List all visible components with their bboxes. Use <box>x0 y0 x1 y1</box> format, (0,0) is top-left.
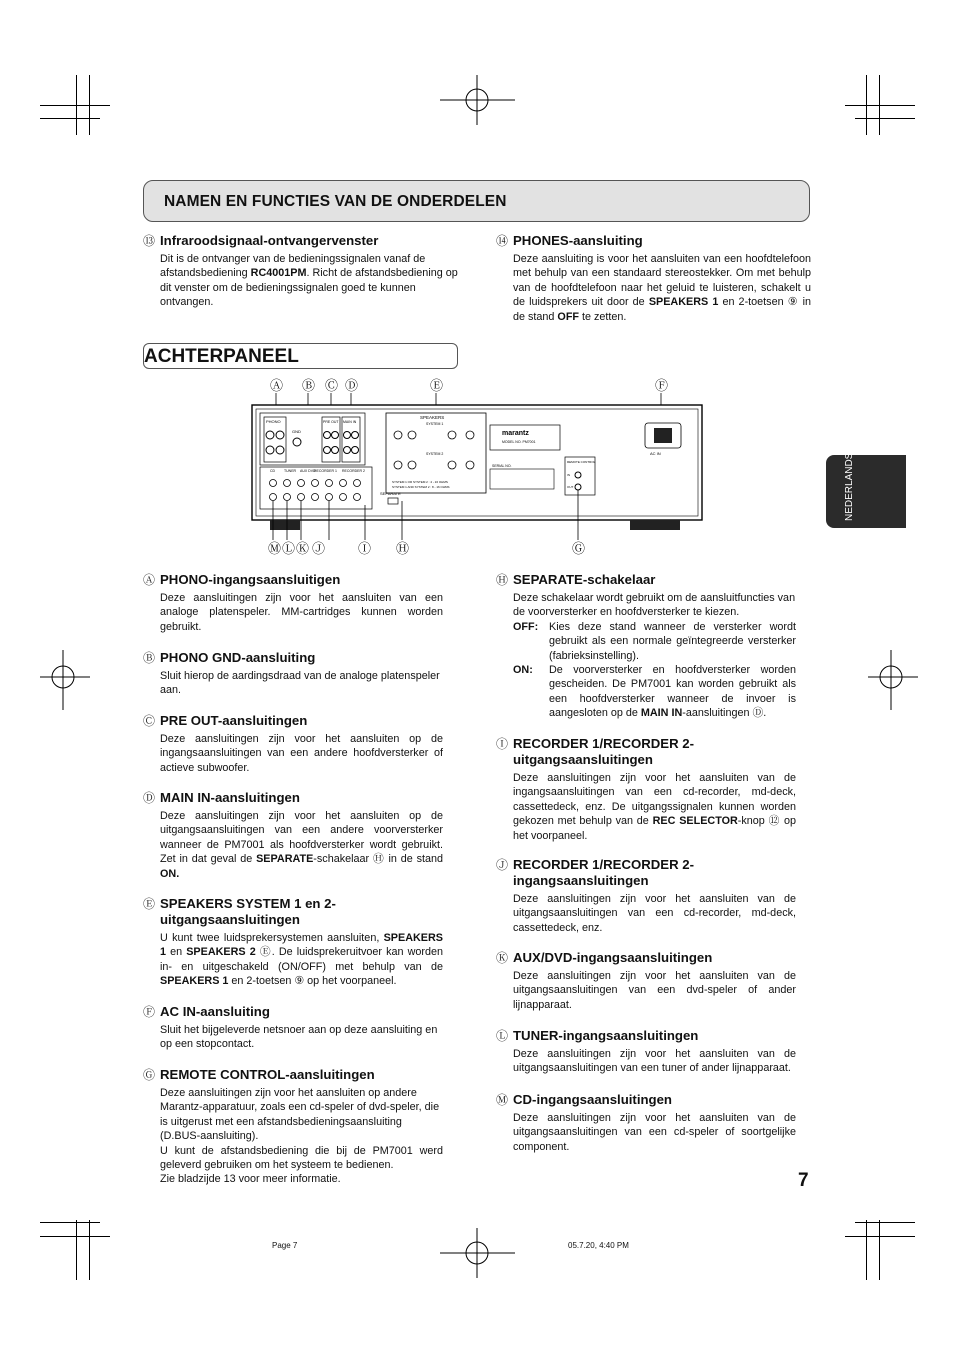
registration-mark-left <box>40 650 90 710</box>
item-title: RECORDER 1/RECORDER 2-ingangsaansluitingen <box>513 857 694 888</box>
item-infrared-window <box>143 233 458 310</box>
item-remote-control <box>143 1067 443 1187</box>
label-phono: PHONO <box>266 419 281 424</box>
item-title: PHONO GND-aansluiting <box>160 650 316 665</box>
label-aux: AUX DVD <box>300 469 316 473</box>
label-pre-out: PRE OUT <box>323 420 339 424</box>
crop-mark <box>879 75 880 135</box>
crop-mark <box>879 1220 880 1280</box>
language-tab-label: NEDERLANDS <box>844 452 855 521</box>
section-title: NAMEN EN FUNCTIES VAN DE ONDERDELEN <box>164 193 507 210</box>
item-marker: Ⓕ <box>143 1005 156 1019</box>
label-system1: SYSTEM 1 <box>426 422 444 426</box>
item-def-on-text: De voorversterker en hoofdversterker worden gescheiden. De PM7001 kan worden gebruikt als een hoofdversterker wanneer de invoer is aangesloten op de MAIN IN-aansluitingen Ⓓ. <box>549 664 796 720</box>
crop-mark <box>40 1222 100 1223</box>
callout-f: Ⓕ <box>655 378 669 393</box>
item-body: U kunt twee luidsprekersystemen aansluiten, SPEAKERS 1 en SPEAKERS 2 Ⓔ. De luidsprekeruitvoer kan worden in- en uitgeschakeld (ON/OFF) met behulp van de SPEAKERS 1 en 2-toetsen ⑨ op het voorpaneel. <box>160 932 443 988</box>
item-marker: Ⓖ <box>143 1068 156 1082</box>
item-main-in <box>143 790 443 881</box>
callout-k: Ⓚ <box>296 541 310 556</box>
item-marker: Ⓙ <box>496 858 509 872</box>
item-body: Deze aansluitingen zijn voor het aansluiten van de uitgangsaansluitingen van een cd-recorder, md-deck, cassettedeck, enz. <box>513 893 796 934</box>
item-title: MAIN IN-aansluitingen <box>160 790 300 805</box>
callout-b: Ⓑ <box>302 378 316 393</box>
callout-h: Ⓗ <box>396 541 410 556</box>
sub-banner <box>143 343 458 369</box>
item-ac-in <box>143 1004 443 1052</box>
label-brand: marantz <box>502 430 529 437</box>
label-impedance-2: SYSTEM 1 AND SYSTEM 2 : 8 - 16 OHMS <box>392 485 450 489</box>
item-body: Deze aansluitingen zijn voor het aansluiten op de uitgangsaansluitingen van een andere voorversterker wanneer de PM7001 als hoofdversterker wordt gebruikt. Zet in dat geval de SEPARATE-schakelaar Ⓗ in de stand ON. <box>160 810 443 880</box>
item-phones <box>496 233 811 324</box>
item-title: TUNER-ingangsaansluitingen <box>513 1028 699 1043</box>
crop-mark <box>89 75 90 135</box>
page-number: 7 <box>798 1170 809 1191</box>
item-body: Deze aansluitingen zijn voor het aansluiten op andere Marantz-apparatuur, zoals een cd-speler of dvd-speler, die is uitgerust met een afstandsbedieningsaansluiting (D.BUS-aansluiting). <box>160 1087 440 1143</box>
item-body: Deze aansluiting is voor het aansluiten van een hoofdtelefoon met behulp van een standaard stereostekker. Om met behulp van de hoofdtelefoon naar het geluid te luisteren, schakelt u de luidsprekers uit door de SPEAKERS 1 en 2-toetsen ⑨ in de stand OFF te zetten. <box>513 253 811 323</box>
item-title: CD-ingangsaansluitingen <box>513 1092 672 1107</box>
crop-mark <box>866 1220 867 1280</box>
item-tuner <box>496 1028 796 1076</box>
footer-page: Page 7 <box>272 1241 298 1250</box>
label-model: MODEL NO. PM7001 <box>502 440 536 444</box>
crop-mark <box>40 105 110 106</box>
item-marker: ⑭ <box>496 234 509 248</box>
label-remote: REMOTE CONTROL <box>567 460 596 464</box>
item-marker: Ⓑ <box>143 651 156 665</box>
item-marker: Ⓚ <box>496 951 509 965</box>
item-body: Zie bladzijde 13 voor meer informatie. <box>160 1173 341 1186</box>
item-recorder-out <box>496 736 796 843</box>
item-title: REMOTE CONTROL-aansluitingen <box>160 1067 375 1082</box>
label-rec2: RECORDER 2 <box>342 469 365 473</box>
item-body: Deze aansluitingen zijn voor het aansluiten van de uitgangsaansluitingen van een cd-speler of soortgelijke component. <box>513 1112 796 1153</box>
label-ac-in: AC IN <box>650 451 661 456</box>
label-remote-out: OUT <box>567 485 574 489</box>
item-phono-gnd <box>143 650 443 698</box>
crop-mark <box>855 1222 915 1223</box>
section-banner <box>143 180 810 222</box>
callout-m: Ⓜ <box>268 541 282 556</box>
item-marker: Ⓐ <box>143 573 156 587</box>
item-marker: ⑬ <box>143 234 156 248</box>
crop-mark <box>845 1236 915 1237</box>
item-title: AC IN-aansluiting <box>160 1004 270 1019</box>
item-title: SEPARATE-schakelaar <box>513 572 656 587</box>
item-aux-dvd <box>496 950 796 1012</box>
crop-mark <box>89 1220 90 1280</box>
item-body: Deze aansluitingen zijn voor het aansluiten van de ingangsaansluitingen van een cd-recorder, md-deck, cassettedeck, enz. De uitgangssignalen kunnen worden gekozen met behulp van de REC SELECTOR-knop ⑫ op het voorpaneel. <box>513 772 796 842</box>
crop-mark <box>845 105 915 106</box>
item-marker: Ⓛ <box>496 1029 509 1043</box>
label-main-in: MAIN IN <box>343 420 357 424</box>
item-separate <box>496 572 796 721</box>
item-body: Deze aansluitingen zijn voor het aansluiten van de uitgangsaansluitingen van een dvd-speler of ander lijnapparaat. <box>513 970 796 1011</box>
item-title: PHONO-ingangsaansluitigen <box>160 572 341 587</box>
item-marker: Ⓗ <box>496 573 509 587</box>
label-serial: SERIAL NO. <box>492 464 512 468</box>
crop-mark <box>40 118 100 119</box>
item-title: AUX/DVD-ingangsaansluitingen <box>513 950 713 965</box>
item-phono <box>143 572 443 634</box>
item-marker: Ⓒ <box>143 714 156 728</box>
callout-d: Ⓓ <box>345 378 359 393</box>
item-title: SPEAKERS SYSTEM 1 en 2-uitgangsaansluitingen <box>160 896 336 927</box>
callout-i: Ⓘ <box>358 541 372 556</box>
item-body: Deze aansluitingen zijn voor het aansluiten van de uitgangsaansluitingen van een tuner of ander lijnapparaat. <box>513 1048 796 1075</box>
item-body: Sluit hierop de aardingsdraad van de analoge platenspeler aan. <box>160 670 440 697</box>
label-speakers: SPEAKERS <box>420 415 445 420</box>
crop-mark <box>866 75 867 135</box>
label-gnd: GND <box>292 429 301 434</box>
item-pre-out <box>143 713 443 775</box>
label-cd: CD <box>270 469 276 473</box>
crop-mark <box>40 1236 110 1237</box>
label-impedance-1: SYSTEM 1 OR SYSTEM 2 : 4 - 16 OHMS <box>392 480 448 484</box>
crop-mark <box>76 1220 77 1280</box>
callout-g: Ⓖ <box>572 541 586 556</box>
label-separate: SEPARATE <box>380 491 401 496</box>
label-tuner: TUNER <box>284 469 297 473</box>
label-rec1: RECORDER 1 <box>314 469 337 473</box>
sub-title: ACHTERPANEEL <box>144 346 299 367</box>
registration-mark-bottom <box>440 1228 515 1278</box>
item-body: Deze aansluitingen zijn voor het aansluiten op de ingangsaansluitingen van een andere hoofdversterker of actieve subwoofer. <box>160 733 443 774</box>
label-system2: SYSTEM 2 <box>426 452 444 456</box>
registration-mark-right <box>868 650 918 710</box>
item-title: RECORDER 1/RECORDER 2-uitgangsaansluitingen <box>513 736 694 767</box>
item-title: PRE OUT-aansluitingen <box>160 713 308 728</box>
item-body: Deze schakelaar wordt gebruikt om de aansluitfuncties van de voorversterker en hoofdversterker te kiezen. <box>513 592 796 619</box>
item-recorder-in <box>496 857 796 935</box>
item-body: Deze aansluitingen zijn voor het aansluiten van een analoge platenspeler. MM-cartridges kunnen worden gebruikt. <box>160 592 443 633</box>
rear-panel-diagram <box>240 375 720 560</box>
item-body: Sluit het bijgeleverde netsnoer aan op deze aansluiting en op een stopcontact. <box>160 1024 438 1051</box>
item-title: Infraroodsignaal-ontvangervenster <box>160 233 379 248</box>
item-title: PHONES-aansluiting <box>513 233 643 248</box>
callout-a: Ⓐ <box>270 378 284 393</box>
item-def-on: ON: De voorversterker en hoofdversterker worden gescheiden. De PM7001 kan worden gebruikt als een hoofdversterker wanneer de invoer is aangesloten op de MAIN IN-aansluitingen Ⓓ. <box>513 664 796 720</box>
item-def-off: OFF: Kies deze stand wanneer de versterker wordt gebruikt als een normale geïntegreerde versterker (fabrieksinstelling). <box>513 620 796 662</box>
crop-mark <box>76 75 77 135</box>
item-body: Dit is de ontvanger van de bedieningssignalen vanaf de afstandsbediening RC4001PM. Richt de afstandsbediening op dit venster om de bedieningssignalen goed te kunnen ontvangen. <box>160 253 458 309</box>
crop-mark <box>855 118 915 119</box>
item-speakers <box>143 896 443 989</box>
registration-mark-top <box>440 75 515 125</box>
item-marker: Ⓔ <box>143 897 156 911</box>
item-marker: Ⓓ <box>143 791 156 805</box>
callout-j: Ⓙ <box>312 541 326 556</box>
item-cd <box>496 1092 796 1154</box>
callout-e: Ⓔ <box>430 378 444 393</box>
callout-c: Ⓒ <box>325 378 339 393</box>
item-marker: Ⓜ <box>496 1093 509 1107</box>
callout-l: Ⓛ <box>282 541 296 556</box>
label-remote-in: IN <box>567 473 570 477</box>
language-tab <box>826 452 906 528</box>
item-marker: Ⓘ <box>496 737 509 751</box>
item-body: U kunt de afstandsbediening die bij de PM7001 werd geleverd gebruiken om het systeem te bedienen. <box>160 1144 443 1172</box>
footer-date: 05.7.20, 4:40 PM <box>568 1241 629 1250</box>
